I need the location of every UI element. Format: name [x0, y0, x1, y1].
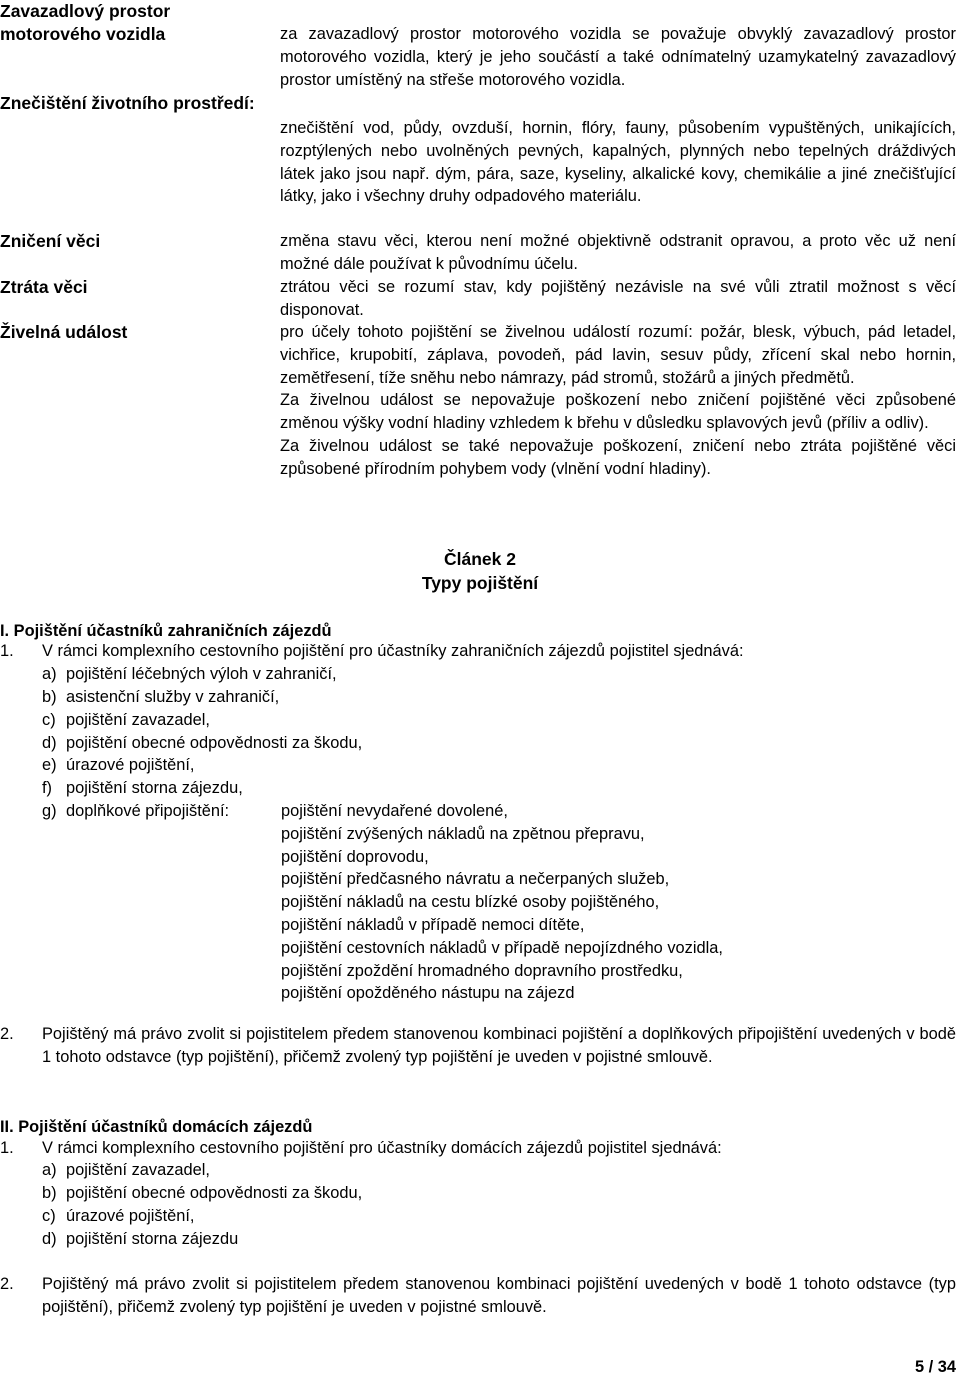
supplementary-insurance-item: pojištění nevydařené dovolené,: [281, 802, 508, 820]
item-number: 1.: [0, 1139, 14, 1157]
definition-text-natural-event: [280, 321, 956, 481]
item-text: V rámci komplexního cestovního pojištění pro účastníky zahraničních zájezdů pojistitel sjednává:: [42, 642, 744, 660]
item-number: 2.: [0, 1025, 14, 1043]
list-item: e) úrazové pojištění,: [42, 756, 195, 774]
supplementary-insurance-item: pojištění nákladů v případě nemoci dítěte,: [281, 916, 585, 934]
definition-paragraph: pro účely tohoto pojištění se živelnou událostí rozumí: požár, blesk, výbuch, pád letadel, vichřice, krupobití, záplava, povodeň, pád lavin, sesuv půdy, zřícení skal nebo hornin, zemětřesení, tíže sněhu nebo námrazy, pád stromů, stožárů a jiných předmětů.: [280, 323, 956, 387]
list-item: f) pojištění storna zájezdu,: [42, 779, 243, 797]
supplementary-insurance-item: pojištění doprovodu,: [281, 848, 429, 866]
article-number: Článek 2: [444, 549, 516, 569]
definition-paragraph: za zavazadlový prostor motorového vozidla se považuje obvyklý zavazadlový prostor motorového vozidla, který je jeho součástí a také odnímatelný uzamykatelný zavazadlový prostor umístěný na střeše motorového vozidla.: [280, 25, 956, 89]
list-item: b) pojištění obecné odpovědnosti za škodu,: [42, 1184, 363, 1202]
list-item: b) asistenční služby v zahraničí,: [42, 688, 280, 706]
section-heading-foreign-trips: I. Pojištění účastníků zahraničních zájezdů: [0, 622, 332, 640]
definition-text-luggage-space: [280, 23, 956, 91]
definition-term-loss: Ztráta věci: [0, 277, 88, 297]
definition-text-destruction: [280, 230, 956, 276]
list-item: c) pojištění zavazadel,: [42, 711, 210, 729]
list-item: a) pojištění léčebných výloh v zahraničí,: [42, 665, 337, 683]
supplementary-insurance-item: pojištění opožděného nástupu na zájezd: [281, 984, 575, 1002]
numbered-item: [0, 1137, 956, 1160]
section-heading-domestic-trips: II. Pojištění účastníků domácích zájezdů: [0, 1118, 313, 1136]
definition-paragraph: znečištění vod, půdy, ovzduší, hornin, flóry, fauny, působením vypuštěných, unikajících, rozptýlených nebo uvolněných pevných, kapalných, plynných nebo tepelných dráždivých látek jako jsou např. dým, pára, saze, kyseliny, alkalické kovy, chemikálie a jiné znečišťující látky, jako i všechny druhy odpadového materiálu.: [280, 119, 956, 206]
list-item: g) doplňkové připojištění:: [42, 802, 230, 820]
list-item: d) pojištění storna zájezdu: [42, 1230, 239, 1248]
supplementary-insurance-item: pojištění předčasného návratu a nečerpaných služeb,: [281, 870, 670, 888]
item-number: 1.: [0, 642, 14, 660]
definition-paragraph: Za živelnou událost se nepovažuje poškození nebo zničení pojištěné věci způsobené změnou výšky vodní hladiny vzhledem k břehu v důsledku splavových jevů (příliv a odliv).: [280, 391, 956, 433]
item-text: Pojištěný má právo zvolit si pojistitelem předem stanovenou kombinaci pojištění uvedených v bodě 1 tohoto odstavce (typ pojištění), přičemž zvolený typ pojištění je uveden v pojistné smlouvě.: [42, 1275, 956, 1316]
item-text: V rámci komplexního cestovního pojištění pro účastníky domácích zájezdů pojistitel sjednává:: [42, 1139, 722, 1157]
definition-text-loss: [280, 276, 956, 322]
definition-term-natural-event: Živelná událost: [0, 322, 128, 342]
item-text: Pojištěný má právo zvolit si pojistitelem předem stanovenou kombinaci pojištění a doplňkových připojištění uvedených v bodě 1 tohoto odstavce (typ pojištění), přičemž zvolený typ pojištění je uveden v pojistné smlouvě.: [42, 1025, 956, 1066]
definition-term-luggage-space: Zavazadlový prostor motorového vozidla: [0, 1, 171, 44]
definition-paragraph: změna stavu věci, kterou není možné objektivně odstranit opravou, a proto věc už není možné dále používat k původnímu účelu.: [280, 232, 956, 273]
numbered-item: [0, 1023, 956, 1069]
item-number: 2.: [0, 1275, 14, 1293]
definition-term-pollution: Znečištění životního prostředí:: [0, 93, 255, 113]
numbered-item: [0, 1273, 956, 1319]
definition-paragraph: ztrátou věci se rozumí stav, kdy pojištěný nezávisle na své vůli ztratil možnost s věcí disponovat.: [280, 278, 956, 319]
supplementary-insurance-item: pojištění cestovních nákladů v případě nepojízdného vozidla,: [281, 939, 723, 957]
definition-text-pollution: [280, 117, 956, 208]
supplementary-insurance-item: pojištění nákladů na cestu blízké osoby pojištěného,: [281, 893, 660, 911]
numbered-item: [0, 640, 956, 663]
list-item: a) pojištění zavazadel,: [42, 1161, 210, 1179]
list-item: c) úrazové pojištění,: [42, 1207, 195, 1225]
supplementary-insurance-item: pojištění zpoždění hromadného dopravního prostředku,: [281, 962, 683, 980]
list-item: d) pojištění obecné odpovědnosti za škodu,: [42, 734, 363, 752]
page-number: 5 / 34: [914, 1358, 956, 1376]
definition-term-destruction: Zničení věci: [0, 231, 101, 251]
article-title: Typy pojištění: [421, 573, 539, 593]
definition-paragraph: Za živelnou událost se také nepovažuje poškození, zničení nebo ztráta pojištěné věci způsobené přírodním pohybem vody (vlnění vodní hladiny).: [280, 436, 956, 478]
supplementary-insurance-item: pojištění zvýšených nákladů na zpětnou přepravu,: [281, 825, 645, 843]
